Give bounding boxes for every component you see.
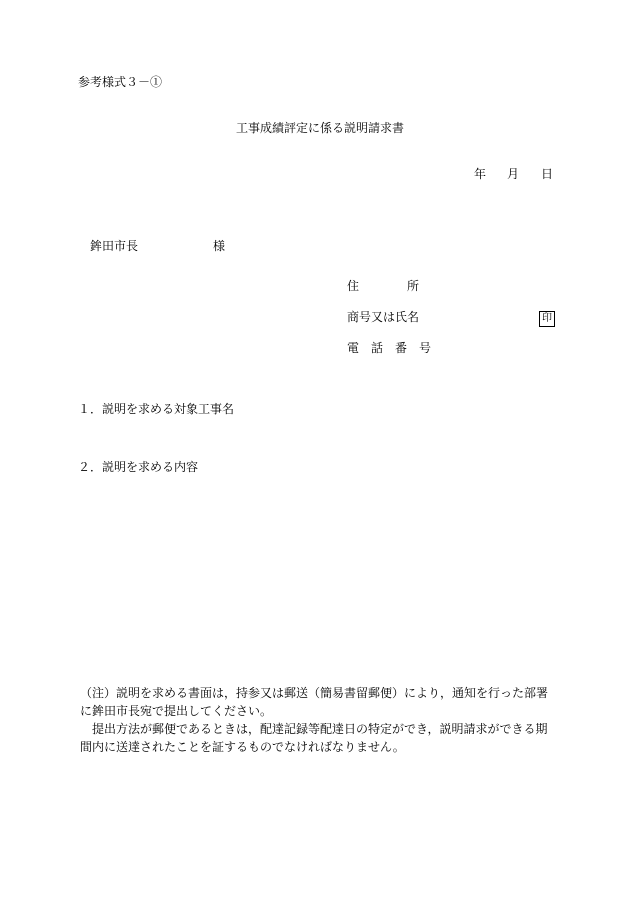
phone-label: 電 話 番 号: [347, 341, 432, 355]
name-label: 商号又は氏名: [347, 310, 420, 324]
document-title: 工事成績評定に係る説明請求書: [236, 121, 405, 135]
date-day: 日: [541, 167, 554, 181]
date-month: 月: [507, 167, 520, 181]
seal-mark: [539, 309, 555, 327]
addressee-honorific: 様: [213, 239, 226, 253]
addressee-name: 鉾田市長: [90, 239, 139, 253]
seal-icon: 印: [539, 311, 555, 327]
date-year: 年: [474, 167, 487, 181]
section-target-work: １．説明を求める対象工事名: [78, 402, 235, 416]
address-label: 住 所: [347, 279, 420, 293]
notes-block: [80, 684, 550, 756]
form-id: 参考様式３－①: [78, 75, 163, 89]
note-line: 提出方法が郵便であるときは，配達記録等配達日の特定ができ，説明請求ができる期間内に送達されたことを証するものでなければなりません。: [80, 722, 548, 754]
note-line: （注）説明を求める書面は，持参又は郵送（簡易書留郵便）により，通知を行った部署に鉾田市長宛で提出してください。: [80, 686, 549, 718]
section-request-content: ２．説明を求める内容: [78, 460, 199, 474]
